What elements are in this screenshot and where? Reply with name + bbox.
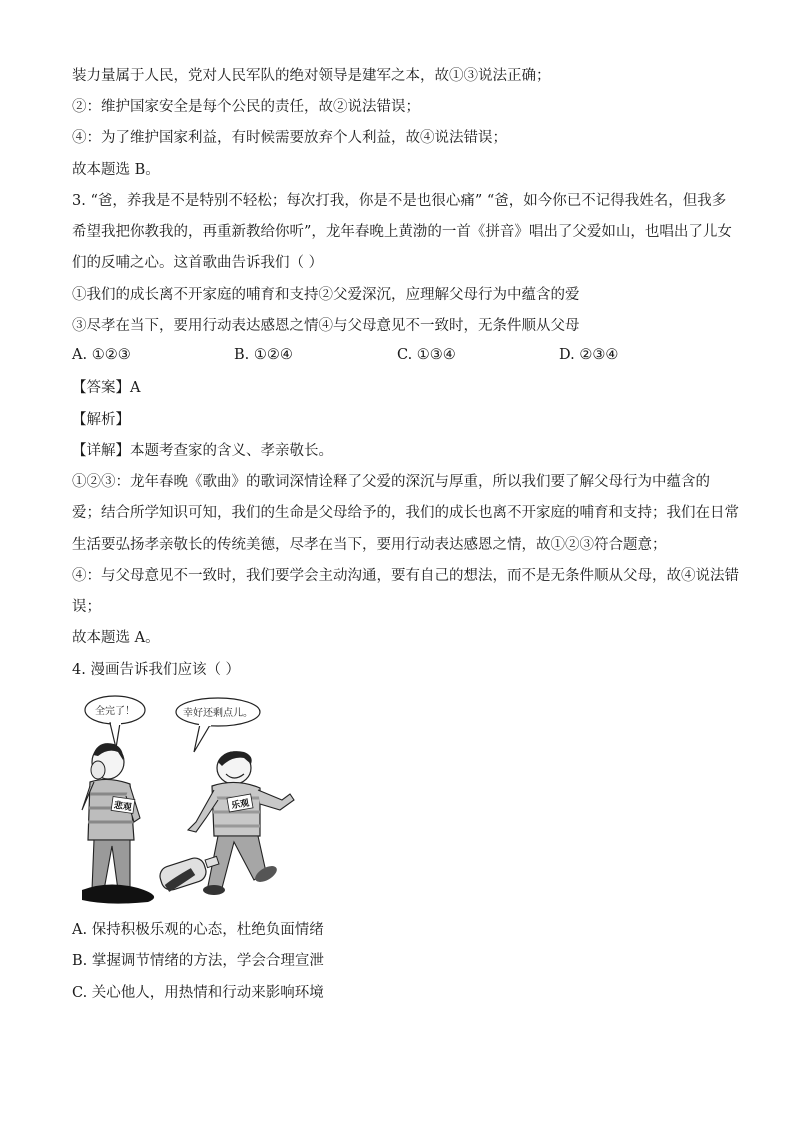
statement-line: ①我们的成长离不开家庭的哺育和支持②父爱深沉，应理解父母行为中蕴含的爱 xyxy=(72,287,580,303)
shirt-left-text: 悲观 xyxy=(113,800,133,814)
question-4-option-c: C. 关心他人，用热情和行动来影响环境 xyxy=(72,985,324,1001)
option-d: D. ②③④ xyxy=(559,347,619,363)
statement-line: ③尽孝在当下，要用行动表达感恩之情④与父母意见不一致时，无条件顺从父母 xyxy=(72,318,580,334)
text-line: ④：为了维护国家利益，有时候需要放弃个人利益，故④说法错误； xyxy=(72,130,507,146)
option-b: B. ①②④ xyxy=(234,347,293,363)
detail-line: 【详解】本题考查家的含义、孝亲敬长。 xyxy=(72,443,333,459)
question-3-options xyxy=(72,347,732,367)
text-line: 装力量属于人民，党对人民军队的绝对领导是建军之本，故①③说法正确； xyxy=(72,68,551,84)
detail-line: 故本题选 A。 xyxy=(72,630,160,646)
option-a: A. ①②③ xyxy=(72,347,131,363)
question-3-stem: 们的反哺之心。这首歌曲告诉我们（ ） xyxy=(72,255,324,271)
bubble-left-text: 全完了！ xyxy=(95,706,135,717)
question-4-option-b: B. 掌握调节情绪的方法，学会合理宣泄 xyxy=(72,953,324,969)
option-c: C. ①③④ xyxy=(397,347,456,363)
text-line: 故本题选 B。 xyxy=(72,162,160,178)
detail-line: 爱；结合所学知识可知，我们的生命是父母给予的，我们的成长也离不开家庭的哺育和支持；我们在日常 xyxy=(72,505,739,521)
detail-line: ①②③：龙年春晚《歌曲》的歌词深情诠释了父爱的深沉与厚重，所以我们要了解父母行为中蕴含的 xyxy=(72,474,710,490)
shirt-right-text: 乐观 xyxy=(230,798,251,812)
answer-label: 【答案】A xyxy=(72,380,141,396)
detail-line: 误； xyxy=(72,599,101,615)
speech-bubble-right xyxy=(176,698,260,752)
detail-line: 生活要弘扬孝亲敬长的传统美德，尽孝在当下，要用行动表达感恩之情，故①②③符合题意； xyxy=(72,537,667,553)
analysis-label: 【解析】 xyxy=(72,412,130,428)
speech-bubble-left xyxy=(85,696,145,748)
question-3-stem: 希望我把你教我的，再重新教给你听”，龙年春晚上黄渤的一首《拼音》唱出了父爱如山，也唱出了儿女 xyxy=(72,224,732,240)
question-4-stem: 4. 漫画告诉我们应该（ ） xyxy=(72,662,241,678)
question-3-stem: 3. “爸，养我是不是特别不轻松；每次打我，你是不是也很心痛” “爸，如今你已不记得我姓名，但我多 xyxy=(72,193,727,209)
cartoon-illustration xyxy=(68,690,312,908)
text-line: ②：维护国家安全是每个公民的责任，故②说法错误； xyxy=(72,99,420,115)
detail-line: ④：与父母意见不一致时，我们要学会主动沟通，要有自己的想法，而不是无条件顺从父母，故④说法错 xyxy=(72,568,739,584)
bubble-right-text: 幸好还剩点儿。 xyxy=(183,708,253,719)
question-4-option-a: A. 保持积极乐观的心态，杜绝负面情绪 xyxy=(72,922,324,938)
pessimist-figure xyxy=(82,743,140,898)
